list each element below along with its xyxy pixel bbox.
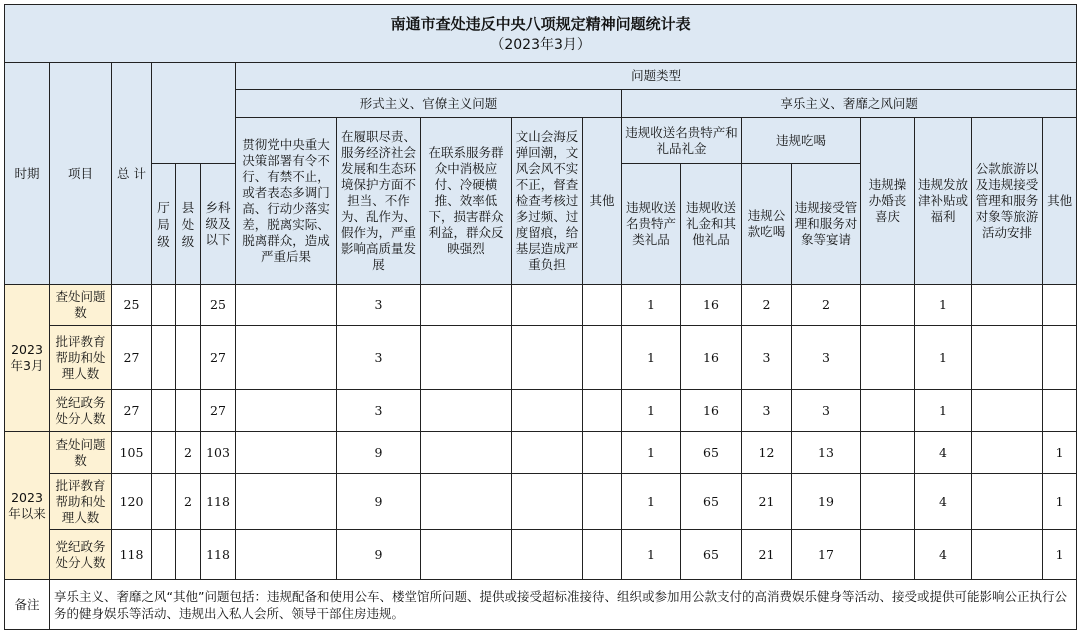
other-cell	[1043, 390, 1077, 432]
header-formalism: 形式主义、官僚主义问题	[236, 90, 622, 118]
wedding-cell	[861, 432, 915, 474]
header-eat: 违规吃喝	[742, 118, 861, 164]
statistics-table	[4, 4, 1077, 630]
f5-cell	[583, 474, 622, 530]
header-gift-b: 违规收送礼金和其他礼品	[681, 164, 742, 285]
ting-cell	[152, 474, 176, 530]
eat-b-cell: 13	[792, 432, 861, 474]
header-wedding: 违规操办婚丧喜庆	[861, 118, 915, 285]
f3-cell	[421, 432, 512, 474]
header-eat-b: 违规接受管理和服务对象等宴请	[792, 164, 861, 285]
header-travel: 公款旅游以及违规接受管理和服务对象等旅游活动安排	[972, 118, 1043, 285]
total-cell: 27	[112, 326, 152, 390]
other-cell	[1043, 285, 1077, 326]
header-ting-ju: 厅局级	[152, 164, 176, 285]
f5-cell	[583, 326, 622, 390]
f2-cell: 9	[337, 474, 421, 530]
wedding-cell	[861, 326, 915, 390]
total-cell: 25	[112, 285, 152, 326]
table-row	[5, 432, 1077, 474]
total-cell: 120	[112, 474, 152, 530]
total-cell: 118	[112, 530, 152, 580]
table-row	[5, 285, 1077, 326]
gift-b-cell: 16	[681, 326, 742, 390]
wedding-cell	[861, 285, 915, 326]
gift-a-cell: 1	[622, 432, 681, 474]
note-text: 享乐主义、奢靡之风“其他”问题包括：违规配备和使用公车、楼堂馆所问题、提供或接受超标准接待、组织或参加用公款支付的高消费娱乐健身等活动、接受或提供可能影响公正执行公务的健身娱乐等活动、违规出入私人会所、领导干部住房违规。	[50, 580, 1077, 630]
statistics-sheet	[4, 4, 1076, 634]
xian-cell	[176, 326, 201, 390]
ting-cell	[152, 530, 176, 580]
travel-cell	[972, 530, 1043, 580]
f1-cell	[236, 530, 337, 580]
f1-cell	[236, 285, 337, 326]
table-row	[5, 390, 1077, 432]
allowance-cell: 1	[915, 285, 972, 326]
gift-b-cell: 16	[681, 285, 742, 326]
allowance-cell: 4	[915, 474, 972, 530]
gift-b-cell: 65	[681, 432, 742, 474]
xiang-cell: 27	[201, 390, 236, 432]
ting-cell	[152, 285, 176, 326]
f2-cell: 3	[337, 285, 421, 326]
table-row	[5, 530, 1077, 580]
period-cell: 2023年以来	[5, 432, 50, 580]
xian-cell	[176, 390, 201, 432]
header-rank-blank	[152, 63, 236, 164]
f1-cell	[236, 326, 337, 390]
header-problem-type: 问题类型	[236, 63, 1077, 90]
total-cell: 27	[112, 390, 152, 432]
header-total: 总 计	[112, 63, 152, 285]
f4-cell	[512, 390, 583, 432]
header-f5: 其他	[583, 118, 622, 285]
ting-cell	[152, 432, 176, 474]
table-title: 南通市查处违反中央八项规定精神问题统计表	[390, 14, 691, 33]
allowance-cell: 1	[915, 390, 972, 432]
f3-cell	[421, 474, 512, 530]
xian-cell: 2	[176, 432, 201, 474]
table-row	[5, 326, 1077, 390]
travel-cell	[972, 390, 1043, 432]
eat-a-cell: 12	[742, 432, 792, 474]
travel-cell	[972, 432, 1043, 474]
allowance-cell: 4	[915, 432, 972, 474]
item-cell: 党纪政务处分人数	[50, 530, 112, 580]
f3-cell	[421, 285, 512, 326]
f1-cell	[236, 474, 337, 530]
header-gift: 违规收送名贵特产和礼品礼金	[622, 118, 742, 164]
header-eat-a: 违规公款吃喝	[742, 164, 792, 285]
xiang-cell: 25	[201, 285, 236, 326]
header-xiang-ke: 乡科级及以下	[201, 164, 236, 285]
f3-cell	[421, 530, 512, 580]
header-hedonism: 享乐主义、奢靡之风问题	[622, 90, 1077, 118]
note-row	[5, 580, 1077, 630]
item-cell: 查处问题数	[50, 285, 112, 326]
xiang-cell: 103	[201, 432, 236, 474]
item-cell: 党纪政务处分人数	[50, 390, 112, 432]
f2-cell: 3	[337, 390, 421, 432]
gift-b-cell: 65	[681, 530, 742, 580]
wedding-cell	[861, 474, 915, 530]
header-f1: 贯彻党中央重大决策部署有令不行、有禁不止，或者表态多调门高、行动少落实差，脱离实际、脱离群众，造成严重后果	[236, 118, 337, 285]
eat-a-cell: 21	[742, 474, 792, 530]
f5-cell	[583, 285, 622, 326]
eat-b-cell: 3	[792, 326, 861, 390]
total-cell: 105	[112, 432, 152, 474]
f3-cell	[421, 390, 512, 432]
gift-a-cell: 1	[622, 390, 681, 432]
f5-cell	[583, 530, 622, 580]
other-cell: 1	[1043, 474, 1077, 530]
f5-cell	[583, 432, 622, 474]
travel-cell	[972, 285, 1043, 326]
eat-b-cell: 19	[792, 474, 861, 530]
other-cell: 1	[1043, 530, 1077, 580]
table-subtitle: （2023年3月）	[490, 36, 591, 53]
header-item: 项目	[50, 63, 112, 285]
travel-cell	[972, 474, 1043, 530]
gift-b-cell: 16	[681, 390, 742, 432]
header-f2: 在履职尽责、服务经济社会发展和生态环境保护方面不担当、不作为、乱作为、假作为，严重影响高质量发展	[337, 118, 421, 285]
f4-cell	[512, 530, 583, 580]
ting-cell	[152, 390, 176, 432]
other-cell	[1043, 326, 1077, 390]
table-row	[5, 474, 1077, 530]
other-cell: 1	[1043, 432, 1077, 474]
wedding-cell	[861, 390, 915, 432]
wedding-cell	[861, 530, 915, 580]
gift-a-cell: 1	[622, 285, 681, 326]
travel-cell	[972, 326, 1043, 390]
xian-cell: 2	[176, 474, 201, 530]
gift-b-cell: 65	[681, 474, 742, 530]
gift-a-cell: 1	[622, 530, 681, 580]
header-period: 时期	[5, 63, 50, 285]
ting-cell	[152, 326, 176, 390]
f2-cell: 9	[337, 530, 421, 580]
gift-a-cell: 1	[622, 474, 681, 530]
eat-a-cell: 21	[742, 530, 792, 580]
eat-a-cell: 2	[742, 285, 792, 326]
eat-b-cell: 17	[792, 530, 861, 580]
xiang-cell: 118	[201, 530, 236, 580]
note-label: 备注	[5, 580, 50, 630]
xian-cell	[176, 530, 201, 580]
header-other: 其他	[1043, 118, 1077, 285]
item-cell: 批评教育帮助和处理人数	[50, 474, 112, 530]
eat-b-cell: 2	[792, 285, 861, 326]
f4-cell	[512, 474, 583, 530]
header-f3: 在联系服务群众中消极应付、冷硬横推、效率低下，损害群众利益，群众反映强烈	[421, 118, 512, 285]
header-allowance: 违规发放津补贴或福利	[915, 118, 972, 285]
f5-cell	[583, 390, 622, 432]
eat-a-cell: 3	[742, 326, 792, 390]
xian-cell	[176, 285, 201, 326]
f2-cell: 3	[337, 326, 421, 390]
f3-cell	[421, 326, 512, 390]
f1-cell	[236, 390, 337, 432]
eat-b-cell: 3	[792, 390, 861, 432]
f4-cell	[512, 326, 583, 390]
xiang-cell: 118	[201, 474, 236, 530]
header-xian-chu: 县处级	[176, 164, 201, 285]
eat-a-cell: 3	[742, 390, 792, 432]
xiang-cell: 27	[201, 326, 236, 390]
allowance-cell: 4	[915, 530, 972, 580]
f2-cell: 9	[337, 432, 421, 474]
allowance-cell: 1	[915, 326, 972, 390]
gift-a-cell: 1	[622, 326, 681, 390]
header-gift-a: 违规收送名贵特产类礼品	[622, 164, 681, 285]
period-cell: 2023年3月	[5, 285, 50, 432]
item-cell: 查处问题数	[50, 432, 112, 474]
f4-cell	[512, 285, 583, 326]
header-f4: 文山会海反弹回潮，文风会风不实不正，督查检查考核过多过频、过度留痕，给基层造成严重负担	[512, 118, 583, 285]
item-cell: 批评教育帮助和处理人数	[50, 326, 112, 390]
f4-cell	[512, 432, 583, 474]
f1-cell	[236, 432, 337, 474]
title-cell	[5, 5, 1077, 63]
